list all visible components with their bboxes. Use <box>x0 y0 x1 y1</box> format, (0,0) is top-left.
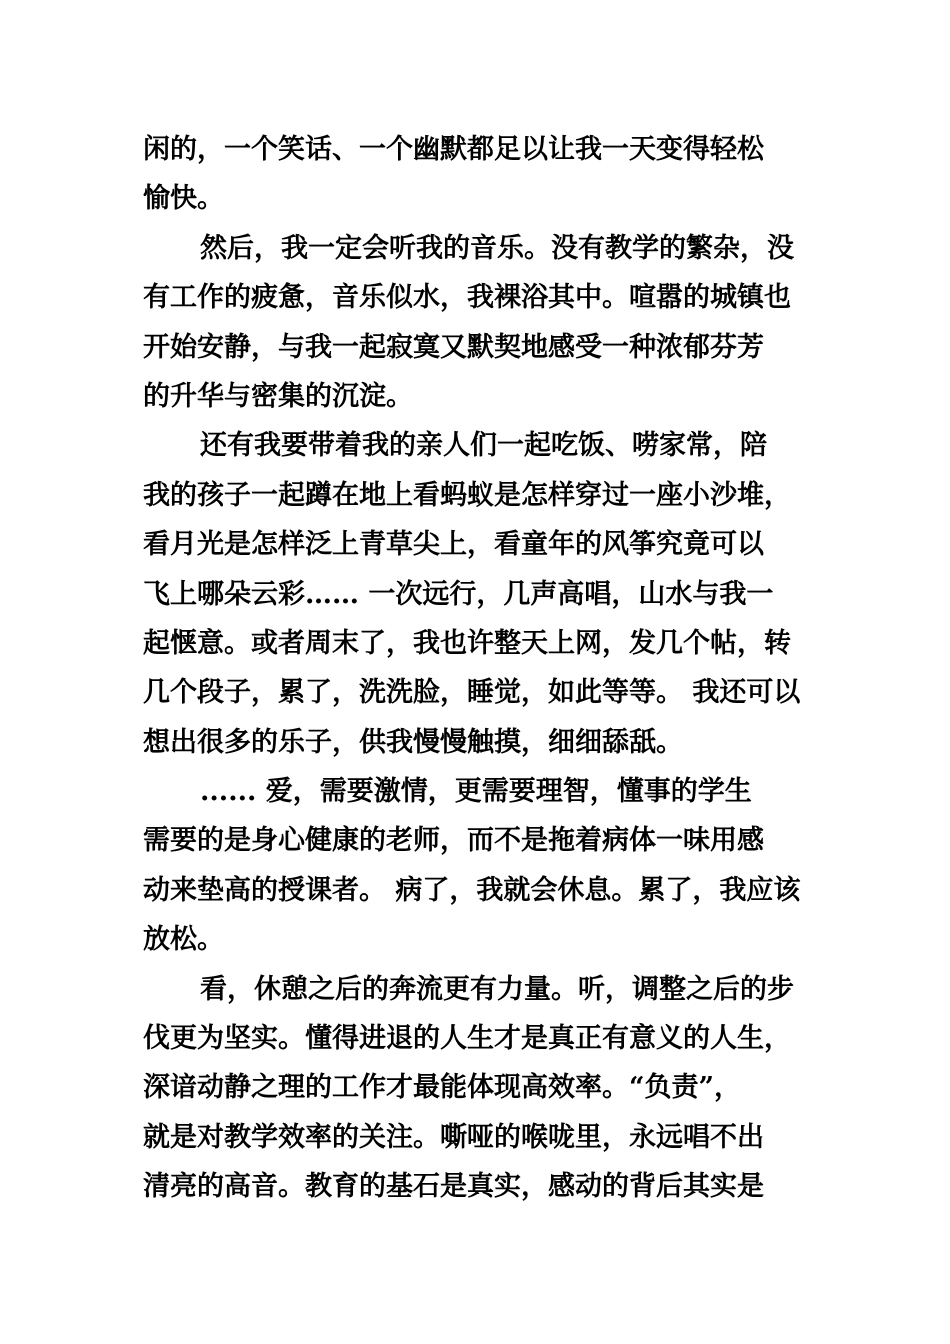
text-line: 开始安静，与我一起寂寞又默契地感受一种浓郁芬芳 <box>143 331 764 363</box>
text-line: 闲的，一个笑话、一个幽默都足以让我一天变得轻松 <box>143 134 764 165</box>
text-line: 清亮的高音。教育的基石是真实，感动的背后其实是 <box>143 1171 764 1203</box>
text-line: 就是对教学效率的关注。嘶哑的喉咙里，永远唱不出 <box>143 1121 764 1153</box>
text-line: 起惬意。或者周末了，我也许整天上网，发几个帖，转 <box>143 627 791 659</box>
text-line: 需要的是身心健康的老师，而不是拖着病体一味用感 <box>143 825 764 857</box>
text-line: 然后，我一定会听我的音乐。没有教学的繁杂，没 <box>200 232 794 264</box>
text-line: 的升华与密集的沉淀。 <box>143 380 413 412</box>
text-line: 动来垫高的授课者。 病了，我就会休息。累了，我应该 <box>143 874 801 906</box>
text-line: 深谙动静之理的工作才最能体现高效率。“负责”， <box>143 1072 742 1104</box>
text-line: 看，休憩之后的奔流更有力量。听，调整之后的步 <box>200 973 794 1005</box>
body-text <box>143 125 823 1212</box>
text-line: 我的孩子一起蹲在地上看蚂蚁是怎样穿过一座小沙堆， <box>143 479 791 511</box>
text-line: ...... 爱，需要激情，更需要理智，懂事的学生 <box>200 776 752 808</box>
text-line: 几个段子，累了，洗洗脸，睡觉，如此等等。 我还可以 <box>143 677 801 709</box>
text-line: 愉快。 <box>143 183 224 215</box>
text-line: 想出很多的乐子，供我慢慢触摸，细细舔舐。 <box>143 726 683 758</box>
text-line: 放松。 <box>143 924 224 956</box>
text-line: 有工作的疲惫，音乐似水，我裸浴其中。喧嚣的城镇也 <box>143 282 791 314</box>
text-line: 看月光是怎样泛上青草尖上，看童年的风筝究竟可以 <box>143 529 764 561</box>
text-line: 飞上哪朵云彩…… 一次远行，几声高唱，山水与我一 <box>143 578 774 610</box>
text-line: 还有我要带着我的亲人们一起吃饭、唠家常，陪 <box>200 430 767 462</box>
text-line: 伐更为坚实。懂得进退的人生才是真正有意义的人生， <box>143 1023 791 1055</box>
